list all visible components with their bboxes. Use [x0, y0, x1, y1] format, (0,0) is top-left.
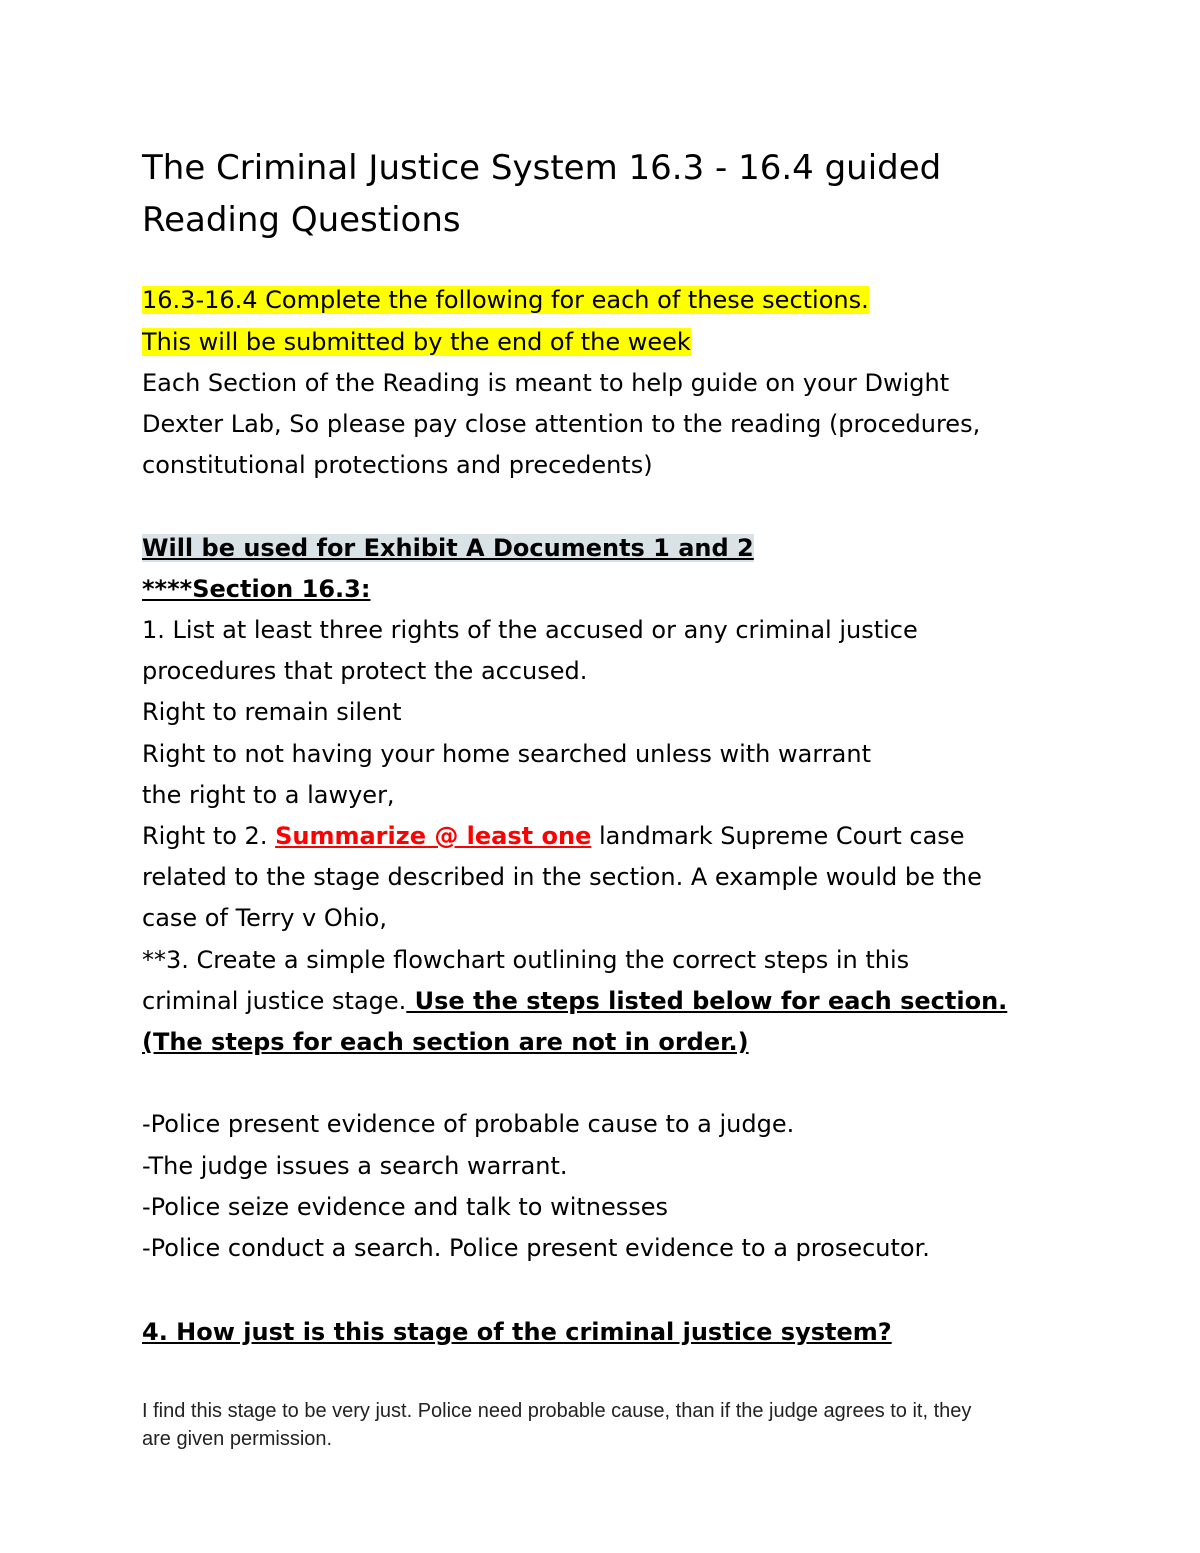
section-heading: ****Section 16.3:	[142, 575, 371, 603]
question-2-line-2: related to the stage described in the section. A example would be the	[142, 863, 982, 891]
step-item-3: -Police seize evidence and talk to witnesses	[142, 1193, 669, 1221]
question-2-line-3: case of Terry v Ohio,	[142, 904, 387, 932]
title-line-1: The Criminal Justice System 16.3 - 16.4 guided	[142, 148, 942, 188]
exhibit-heading: Will be used for Exhibit A Documents 1 and 2	[142, 534, 754, 562]
answer-4-line-1: I find this stage to be very just. Police need probable cause, than if the judge agrees to it, they	[142, 1400, 972, 1422]
question-3-line-2: criminal justice stage. Use the steps listed below for each section.	[142, 987, 1008, 1015]
answer-1-item-1: Right to remain silent	[142, 698, 402, 726]
instruction-paragraph-line-2: Dexter Lab, So please pay close attention to the reading (procedures,	[142, 410, 981, 438]
instruction-paragraph-line-1: Each Section of the Reading is meant to help guide on your Dwight	[142, 369, 950, 397]
step-item-4: -Police conduct a search. Police present evidence to a prosecutor.	[142, 1234, 930, 1262]
summarize-emphasis: Summarize @ least one	[275, 822, 592, 850]
question-3-line-3: (The steps for each section are not in order.)	[142, 1028, 749, 1056]
question-3-line-1: **3. Create a simple flowchart outlining the correct steps in this	[142, 946, 910, 974]
answer-4-line-2: are given permission.	[142, 1428, 333, 1450]
question-2-line-1: Right to 2. Summarize @ least one landmark Supreme Court case	[142, 822, 965, 850]
step-item-1: -Police present evidence of probable cause to a judge.	[142, 1110, 795, 1138]
instruction-highlight-1: 16.3-16.4 Complete the following for each of these sections.	[142, 286, 869, 314]
answer-1-item-3: the right to a lawyer,	[142, 781, 395, 809]
question-1-line-1: 1. List at least three rights of the accused or any criminal justice	[142, 616, 918, 644]
question-1-line-2: procedures that protect the accused.	[142, 657, 588, 685]
question-4: 4. How just is this stage of the criminal justice system?	[142, 1318, 892, 1346]
title-line-2: Reading Questions	[142, 200, 461, 240]
instruction-paragraph-line-3: constitutional protections and precedents)	[142, 451, 653, 479]
answer-1-item-2: Right to not having your home searched unless with warrant	[142, 740, 871, 768]
step-item-2: -The judge issues a search warrant.	[142, 1152, 568, 1180]
instruction-highlight-2: This will be submitted by the end of the week	[142, 328, 691, 356]
